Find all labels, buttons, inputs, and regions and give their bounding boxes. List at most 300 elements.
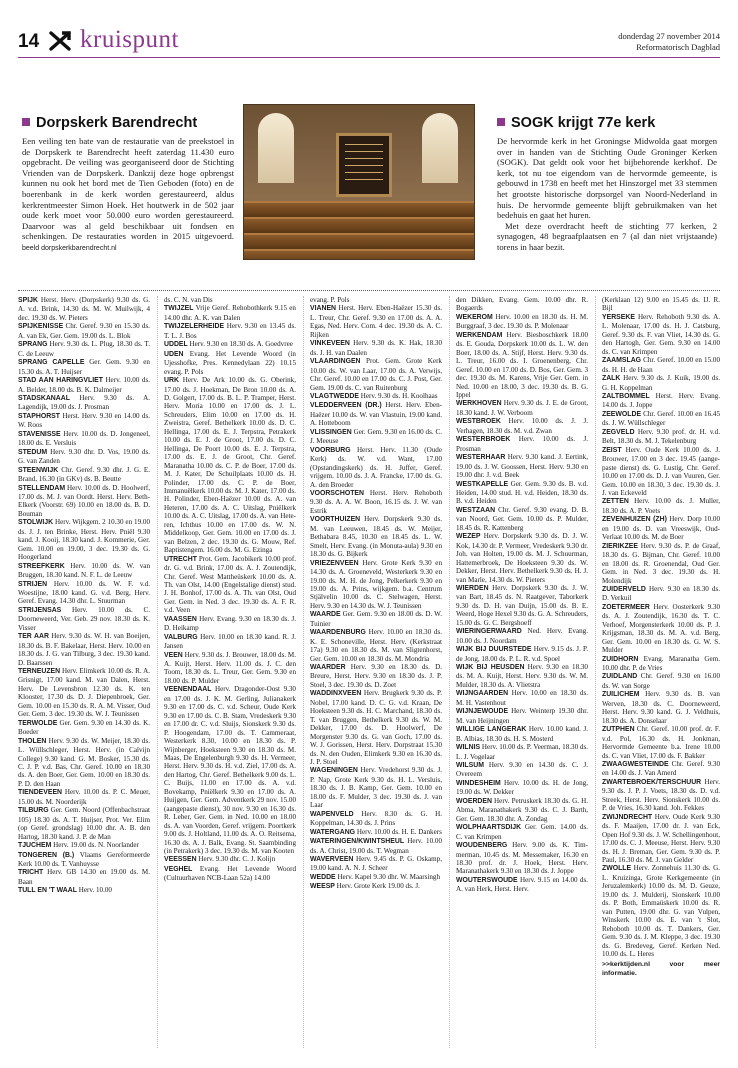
listing-entry xyxy=(602,428,720,446)
listing-place: WILSUM xyxy=(456,762,484,770)
listing-entry xyxy=(310,766,442,809)
listing-place: VLAGTWEDDE xyxy=(310,392,359,400)
listing-place: WILLIGE LANGERAK xyxy=(456,726,527,734)
listing-place: TONGEREN (B.) xyxy=(18,851,75,859)
listing-services: Chr. Geref. 10.00 en 16.45 ds. J. W. Wüllschleger xyxy=(602,409,720,428)
listing-entry xyxy=(310,628,442,663)
listing-place: ZUIDHORN xyxy=(602,655,639,663)
listing-entry xyxy=(18,667,150,719)
listing-services: Herv. 9.30 ds. W. Meijer, 18.30 ds. L. Wüllschleger, Herst. Herv. (in Calvijn College) 9.30 kand. G. M. Bosker, 15.30 ds. C. J. P. v.d. Bas, Chr. Geref. 10.00 en 18.30 ds. A. den Boer, Ger. Gem. 10.00 en 18.30 ds. P. D. den Haan xyxy=(18,736,150,788)
listing-entry xyxy=(456,876,588,894)
listing-entry xyxy=(310,339,442,357)
listing-place: SPRANG CAPELLE xyxy=(18,359,85,367)
listing-place: ZUILICHEM xyxy=(602,691,640,699)
listing-entry xyxy=(456,584,588,627)
listing-place: STRIJENSAS xyxy=(18,606,62,614)
listing-services: Vrije Geref. Rehobothkerk 9.15 en 14.00 dhr. A. K. van Dalen xyxy=(164,304,296,322)
listing-services: Herv. Dorpskerk 9.30 ds. M. van Leeuwen, 18.45 ds. W. Meijer, Bethabara 8.45, 10.30 en 18.45 ds. L. W. Smelt, Herv. Evang. (in Monuta-aula) 9.30 en 18.30 ds. G. Bijkerk xyxy=(310,515,442,559)
listing-services: Herv. 9.15 ds. J. P. de Jong, 18.00 ds. P. L. R. v.d. Spoel xyxy=(456,645,588,663)
listing-place: WAARDE xyxy=(310,611,341,619)
listing-services: Ger. Gem. 9.30 ds. B. v.d. Heiden, 14.00 stud. H. v.d. Heiden, 18.30 ds. B. v.d. Heiden xyxy=(456,479,588,506)
listing-place: ZOETERMEER xyxy=(602,603,650,611)
listing-entry xyxy=(602,356,720,374)
listing-place: VLAARDINGEN xyxy=(310,358,361,366)
listing-entry xyxy=(310,296,442,304)
listing-entry xyxy=(456,761,588,779)
listing-entry xyxy=(18,412,150,430)
listing-place: WEESP xyxy=(310,883,335,891)
listing-entry xyxy=(18,430,150,448)
listing-entry xyxy=(310,401,442,427)
listing-place: WIJK BIJ DUURSTEDE xyxy=(456,646,532,654)
listing-place: TWIJZEL xyxy=(164,305,194,313)
listing-entry xyxy=(310,828,442,837)
listing-place: WESTZAAN xyxy=(456,506,496,514)
listing-entry xyxy=(18,806,150,841)
listing-entry xyxy=(602,313,720,356)
listing-services: Herv. Dorp 10.00 en 19.00 ds. D. van Vreeswijk, Oud-Verlaat 10.00 ds. M. de Boer xyxy=(602,515,720,542)
listing-place: WERKHOVEN xyxy=(456,400,502,408)
listing-services: Chr. Geref. 9.30 en 16.00 ds. W. van Sorge xyxy=(602,672,720,690)
listing-entry xyxy=(164,685,296,855)
listing-entry xyxy=(18,484,150,519)
church-window xyxy=(258,113,294,183)
listing-entry xyxy=(18,358,150,376)
listing-services: Ger. Gem. 9.30 en 14.30 ds. K. Boeder xyxy=(18,718,150,737)
article-title xyxy=(497,114,717,132)
page-header xyxy=(18,26,720,56)
listing-services: den Dikken, Evang. Gem. 10.00 dhr. R. Bogaerds xyxy=(456,296,588,313)
listing-place: THOLEN xyxy=(18,737,47,745)
listing-services: Herv. 9.30 en 18.30 ds. M. A. Kuijt, Herst. Herv. 9.30 ds. W. M. Mulder, 18.30 ds. A. Vlietstra xyxy=(456,663,588,689)
listing-entry xyxy=(18,719,150,737)
listing-place: WIJK BIJ HEUSDEN xyxy=(456,664,525,672)
listing-place: ZEGVELD xyxy=(602,428,635,436)
church-interior-photo xyxy=(243,104,475,260)
listing-services: Herv. 9.30 prof. dr. H. v.d. Belt, 18.30 ds. M. J. Tekelenburg xyxy=(602,427,720,446)
listing-place: STAD AAN HARINGVLIET xyxy=(18,377,103,385)
listing-entry xyxy=(456,453,588,479)
listing-entry xyxy=(164,340,296,349)
listing-services: Herv. Biesboschkerk 18.00 ds. E. Gouda, Dorpskerk 10.00 ds. L. W. den Boer, 18.00 ds. A. Stijf, Herst. Herv. 9.30 ds. L. Treur, 16.00 ds. I. Groenenberg, Chr. Geref. 10.00 en 17.00 ds. D. Bos, Ger. Gem. 3 dec. 19.30 ds. M. Karens, Vrije Ger. Gem. in Ned. 10.00 en 18.00, 3 dec. 19.30 ds. B. G. Ippel xyxy=(456,330,588,399)
listing-entry xyxy=(602,760,720,778)
listing-services: Vlaams Gereformeerde Kerk 10.00 ds. T. Vanhuysse xyxy=(18,850,150,868)
listing-place: WADDINXVEEN xyxy=(310,690,362,698)
listing-services: Herv. Weinterp 19.30 dhr. M. van Heijningen xyxy=(456,707,588,725)
listing-place: WOUDENBERG xyxy=(456,842,508,850)
listing-place: WAARDER xyxy=(310,664,346,672)
listing-place: VOORSCHOTEN xyxy=(310,489,364,497)
listing-place: VEESSEN xyxy=(164,856,197,864)
listing-services: Chr. Geref. 10.00 prof. dr. F. v.d. Pol, 16.30 ds. H. Jonkman, Hervormde Gemeente b.a. Irene 10.00 ds. C. van Vliet, 17.00 ds. F. Bakker xyxy=(602,725,720,760)
listing-place: ZWARTEBROEK/TERSCHUUR xyxy=(602,778,702,786)
header-rule xyxy=(18,57,720,58)
listing-column-4 xyxy=(456,296,588,1048)
listing-entry xyxy=(602,690,720,725)
listing-services: evang. P. Pols xyxy=(310,296,350,304)
listing-entry xyxy=(18,868,150,886)
listing-place: WIERINGERWAARD xyxy=(456,628,522,636)
listing-entry xyxy=(456,725,588,743)
listing-services: Herv. 9.30 kand. J. Eertink, 19.00 ds. J. W. Goossen, Herst. Herv. 9.30 en 19.00 dhr. J. v.d. Beek xyxy=(456,453,588,480)
listing-entry xyxy=(18,737,150,789)
listing-place: WIJNJEWOUDE xyxy=(456,708,509,716)
listing-entry xyxy=(602,392,720,410)
listing-place: TERWOLDE xyxy=(18,719,58,727)
listing-place: TILBURG xyxy=(18,807,49,815)
listing-entry xyxy=(18,394,150,412)
article-title xyxy=(22,114,234,132)
listing-entry xyxy=(602,672,720,690)
listing-place: ZIERIKZEE xyxy=(602,542,638,550)
bullet-square-icon xyxy=(497,118,505,126)
listing-services: Herv. 10.00 ds. A. Christ, 19.00 ds. T. Wegman xyxy=(310,837,442,855)
article-body-text: Een veiling ten bate van de restauratie van de preekstoel in de Dorpskerk te Barendrecht heeft zaterdag 11.430 euro opgebracht. De veiling was georganiseerd door de Stichting Vrienden van de Dorpskerk. Dankzij deze hoge opbrengst kunnen nu ook het bord met de Tien Geboden (foto) en de boerenbank in de kerk worden gerestaureerd, aldus kerkrentmeester Simon Hoek. Het houtwerk in de 502 jaar oude kerk moet voor 50.000 euro worden gerestaureerd. Daarvoor was al geld beschikbaar uit fondsen en schenkingen. De restauraties worden in 2015 uitgevoerd. xyxy=(22,136,234,242)
listing-place: ZEEWOLDE xyxy=(602,410,642,418)
listing-place: VOORBURG xyxy=(310,446,351,454)
listing-place: WEKEROM xyxy=(456,313,493,321)
listing-services: Evang. Maranatha Gem. 10.00 dhr. P. de Vries xyxy=(602,654,720,673)
listing-entry xyxy=(18,851,150,869)
listing-services: Herv. 9.30 dhr. C. J. Kolijn xyxy=(198,855,276,864)
listing-place: STADSKANAAL xyxy=(18,394,70,402)
listing-place: TULL EN 'T WAAL xyxy=(18,887,77,895)
listing-services: Herv. 9.30 ds. J. Kuik, 19.00 ds. G. H. Koppelman xyxy=(602,374,720,392)
listing-entry xyxy=(456,743,588,761)
listing-place: SPRANG xyxy=(18,341,48,349)
church-pew xyxy=(243,201,475,217)
listing-place: STEENWIJK xyxy=(18,466,59,474)
listing-services: Herv. 10.00 ds. W. F. v.d. Woestijne, 18.00 kand. G. v.d. Berg, Herv. Geref. Evang. 14.30 dhr. L. Stuurman xyxy=(18,579,150,606)
listing-place: UDEN xyxy=(164,350,184,358)
listing-services: Herv. 10.00 en 18.30 ds. M. H. Vastenhout xyxy=(456,689,588,707)
listing-services: Herv. 10.00 ds. H. E. Dankers xyxy=(356,827,442,836)
listing-place: WOERDEN xyxy=(456,797,492,805)
listing-place: VALBURG xyxy=(164,633,198,641)
listing-entry xyxy=(310,837,442,855)
listing-services: Herv. 10.00 ds. D. Hoolwerf, 17.00 ds. M. J. van Oordt. Herst. Herv. Beth-Elkerk (Voorstr. 69) 10.00 en 18.00 ds. B. D. Bouman xyxy=(18,483,150,518)
listing-services: Herv. 10.00 ds. J. Prosman xyxy=(456,435,588,453)
listing-services: Herv. Zonnehuis 11.30 ds. G. L. Kruizinga, Grote Kerkgemeente (in Jeruzalemkerk) 10.00 ds. M. D. Geuze, 19.00 ds. J. Mulderij, Sionskerk 10.00 ds. P. Both, Emmaüskerk 10.00 ds. R. van Putten, 19.00 dhr. G. van Vulpen, Winskerk 10.00 ds. E. van 't Slot, Rehoboth 10.00 ds. T. Dankers, Ger. Gem. 9.30 ds. J. M. Kleppe, 3 dec. 19.30 ds. G. Bredeveg, Geref. Kerken Ned. 10.00 ds. L. Heres xyxy=(602,864,720,958)
listing-place: WAGENINGEN xyxy=(310,767,358,775)
newspaper-name: Reformatorisch Dagblad xyxy=(636,42,720,52)
listing-entry xyxy=(164,651,296,686)
listing-services: Herv. 9.30 ds. J. Brouwer, 18.00 ds. M. A. Kuijt, Herst. Herv. 11.00 ds. J. C. den Toom, 18.30 ds. L. Treur, Ger. Gem. 9.30 en 18.00 ds. P. Mulder xyxy=(164,650,296,685)
listing-entry xyxy=(18,788,150,806)
listing-services: Herst. Herv. Rehoboth 9.30 ds. A. A. W. Boon, 16.15 ds. J. W. van Estrik xyxy=(310,488,442,515)
church-pew xyxy=(243,249,475,260)
listing-services: Herv. Oude Kerk 9.30 ds. F. Maaijen, 17.00 dr. J. van Eck, Open Hof 9.30 ds. J. W. Schellingenhout, 17.00 ds. C. J. Meeuse, Herst. Herv. 9.30 ds. H. J. Breman, Ger. Gem. 9.30 ds. P. Paul, 16.30 ds. M. J. van Gelder xyxy=(602,812,720,864)
listing-place: VEEN xyxy=(164,651,183,659)
listing-services: Herv. GB 14.30 en 19.00 ds. M. Baan xyxy=(18,868,150,886)
listing-place: UDDEL xyxy=(164,341,188,349)
listing-services: Herv. 9.30 en 14.30 ds. C. J. Overeem xyxy=(456,761,588,779)
listing-place: ZALTBOMMEL xyxy=(602,392,650,400)
listing-services: Herv. 10.00 ds. J. Muller, 18.30 ds. A. P. Voets xyxy=(602,497,720,515)
listing-entry xyxy=(602,864,720,958)
listing-entry xyxy=(18,580,150,606)
photo-credit: beeld dorpskerkbarendrecht.nl xyxy=(22,244,117,252)
listing-entry xyxy=(602,813,720,865)
listing-services: Herv. 9.30 ds. J. E. de Groot, 18.30 kand. J. W. Verboom xyxy=(456,399,588,417)
listing-place: ZEVENHUIZEN (ZH) xyxy=(602,516,667,524)
listing-services: Chr. Geref. 10.00 en 15.00 ds. H. H. de Haan xyxy=(602,356,720,374)
listing-place: ZWAAGWESTEINDE xyxy=(602,761,669,769)
listing-entry xyxy=(310,610,442,628)
ten-commandments-board xyxy=(336,133,392,197)
listing-entry xyxy=(602,542,720,585)
listing-entry xyxy=(456,296,588,313)
listing-services: Prot. Gem. Grote Kerk 10.00 ds. W. van Laar, 17.00 ds. A. Verwijs, Chr. Geref. 10.00 en 17.00 ds. C. J. Post, Ger. Gem. 19.00 ds. C. van Ruitenburg xyxy=(310,357,442,392)
listing-place: VAASSEN xyxy=(164,615,197,623)
listing-entry xyxy=(456,313,588,331)
listing-services: Herst. Herv. (Dorpskerk) 9.30 ds. G. A. v.d. Brink, 14.30 ds. M. W. Muilwijk, 4 dec. 19.30 ds. W. Pieters xyxy=(18,296,150,322)
listing-entry xyxy=(164,350,296,376)
listing-place: UTRECHT xyxy=(164,555,197,563)
listing-services: Herv. 10.00 xyxy=(78,886,112,895)
listing-entry xyxy=(310,357,442,392)
listing-services: Herv. 10.00 ds. C. Doorneweerd, Ver. Geb. 29 nov. 18.30 ds. K. Visser xyxy=(18,605,150,632)
listing-place: WOUTERSWOUDE xyxy=(456,876,518,884)
listing-entry xyxy=(456,532,588,584)
listing-entry xyxy=(310,855,442,873)
listing-entry xyxy=(164,555,296,615)
listing-entry xyxy=(310,810,442,828)
listing-entry xyxy=(602,515,720,541)
listing-entry xyxy=(310,446,442,489)
listing-entry xyxy=(456,627,588,645)
section-title: kruispunt xyxy=(80,26,179,53)
listing-services: Herv. 10.00 ds. D. Jongeneel, 18.00 ds. E. Versluis xyxy=(18,429,150,448)
listing-entry xyxy=(164,296,296,304)
listing-services: Herv. Elimkerk 10.00 ds. R. A. Grisnigt, 17.00 kand. M. van Dalen, Herst. Herv. De Levensbron 12.30 ds. K. ten Klooster, 17.30 ds. D. J. Diepenbroek, Ger. Gem. 10.00 en 15.30 ds. R. A. M. Visser, Oud Ger. Gem. 3 dec. 19.30 ds. W. J. Teunissen xyxy=(18,667,150,719)
listing-services: Ger. Gem. Noord (Offenbachstraat 105) 18.30 ds. A. T. Huijser, Prot. Ver. Elim (op Geref. grondslag) 10.00 dhr. A. B. den Hartog, 18.30 kand. J. P. de Man xyxy=(18,806,150,841)
listing-place: WESTBROEK xyxy=(456,418,501,426)
listing-place: WEDDE xyxy=(310,873,336,881)
listing-services: Herst. Herv. 11.30 (Oude Kerk) ds. W. v.d. Want, 17.00 (Opstandingskerk) ds. H. Juffer, Geref. vrijgem. 10.00 ds. J. A. Francke, 17.00 ds. G. A. den Broeder xyxy=(310,445,442,489)
listing-entry xyxy=(456,841,588,876)
listing-services: Herv. 10.00 ds. H. de Jong, 19.00 ds. W. Dekker xyxy=(456,778,588,797)
listing-entry xyxy=(18,606,150,632)
listing-entry xyxy=(456,707,588,725)
listing-entry xyxy=(456,506,588,532)
listing-entry xyxy=(310,873,442,882)
listing-place: VIANEN xyxy=(310,305,337,313)
listing-services: Ger. Gem. 9.30 en 15.30 ds. A. T. Huijser xyxy=(18,358,150,376)
listing-entry xyxy=(602,446,720,498)
listing-entry xyxy=(164,304,296,322)
listing-services: Chr. Geref. 9.30 dhr. J. G. E. Brand, 16.30 (in GKv) ds. B. Beutte xyxy=(18,465,150,484)
listing-entry xyxy=(602,603,720,655)
listing-place: WAARDENBURG xyxy=(310,629,366,637)
listing-services: ds. C. N. van Dis xyxy=(164,296,213,304)
listing-services: Ger. Gem. 9.30 en 16.00 ds. C. J. Meeuse xyxy=(310,427,442,446)
listing-entry xyxy=(602,585,720,603)
listing-services: Chr. Geref. 9.30 en 15.30 ds. A. van Ek, Ger. Gem. 19.00 ds. L. Blok xyxy=(18,322,150,340)
listing-entry xyxy=(18,841,150,850)
listing-place: WESTERBROEK xyxy=(456,436,511,444)
listing-entry xyxy=(164,865,296,883)
listing-place: WOLPHAARTSDIJK xyxy=(456,824,522,832)
church-pew xyxy=(243,233,475,249)
listing-services: Herv. 10.00 ds. P. Veerman, 18.30 ds. L. J. Vogelaar xyxy=(456,743,588,761)
listing-place: WERKENDAM xyxy=(456,331,503,339)
listing-place: WAPENVELD xyxy=(310,810,354,818)
listing-services: Herv. 9.15 en 14.00 ds. A. van Herk, Herst. Herv. xyxy=(456,875,588,894)
listing-services: Herv. 9.30 ds. L. Plug, 18.30 ds. T. C. de Leeuw xyxy=(18,340,150,358)
listing-services: Herv. Kapel 9.30 dhr. W. Maarsingh xyxy=(337,872,441,881)
listing-entry xyxy=(164,855,296,864)
listing-entry xyxy=(164,376,296,555)
listing-services: Ger. Gem. 14.00 ds. C. van Krimpen xyxy=(456,823,588,841)
listing-entry xyxy=(602,296,720,313)
listing-entry xyxy=(310,489,442,515)
listing-column-3 xyxy=(310,296,442,1048)
listing-entry xyxy=(18,340,150,358)
listing-place: ZALK xyxy=(602,375,621,383)
listing-services: Chr. Geref. 9.30 evang. D. B. van Noord, Ger. Gem. 10.00 ds. P. Mulder, 18.45 ds. R. Kattenberg xyxy=(456,505,588,532)
listing-entry xyxy=(456,823,588,841)
church-window xyxy=(422,113,458,183)
listing-place: ZUIDERVELD xyxy=(602,585,646,593)
listing-services: Herv. 10.00 ds. J. J. Verhagen, 18.30 ds. M. v.d. Zwan xyxy=(456,417,588,435)
listing-entry xyxy=(18,296,150,322)
listing-place: ZWIJNDRECHT xyxy=(602,813,653,821)
listing-entry xyxy=(310,392,442,401)
listing-services: Herst. Herv. Eben-Haëzer 15.30 ds. L. Treur, Chr. Geref. 9.30 en 17.00 ds. A. A. Egas, Ned. Herv. Com. 4 dec. 19.30 ds. A. C. Rijken xyxy=(310,304,442,339)
section-divider xyxy=(18,290,720,291)
listing-place: VRIEZENVEEN xyxy=(310,559,359,567)
listing-services: Herst. Herv. Evang. 14.00 ds. J. Joppe xyxy=(602,391,720,410)
listing-entry xyxy=(456,645,588,663)
listing-place: STAPHORST xyxy=(18,412,60,420)
listing-entry xyxy=(310,689,442,766)
listing-place: WIERDEN xyxy=(456,584,489,592)
listing-services: Herv. 9.30 ds. P. de Graaf, 18.30 ds. G. Bijman, Chr. Geref. 10.00 en 18.00 ds. R. Groenendal, Oud Ger. Gem. in Ned. 3 dec. 19.30 ds. H. Molendijk xyxy=(602,541,720,585)
listing-entry xyxy=(310,304,442,339)
listing-services: Herv. 10.00 ds. W. van Bruggen, 18.30 kand. N. F. L. de Leeuw xyxy=(18,561,150,580)
listing-services: Herv. 9.30 dhr. D. Vos, 19.00 ds. G. van Zanden xyxy=(18,447,150,466)
listing-place: WATERINGEN/KWINTSHEUL xyxy=(310,838,405,846)
listing-entry xyxy=(602,778,720,813)
listing-place: STELLENDAM xyxy=(18,484,66,492)
listing-services: Herv. 19.00 ds. N. Noorlander xyxy=(53,841,139,850)
listing-entry xyxy=(456,435,588,453)
listing-entry xyxy=(164,322,296,340)
listing-services: Herv. 9.30 ds. W. H. van Boeijen, 18.30 ds. B. F. Bakelaar, Herst. Herv. 10.00 en 18.30 ds. J. G. van Tilburg, 3 dec. 19.30 kand. D. Baarssen xyxy=(18,632,150,667)
listing-entry xyxy=(18,376,150,394)
listing-services: Herv. 9.30 en 18.30 ds. D. Breure, Herst. Herv. 9.30 en 18.30 ds. J. P. Stoel, 3 dec. 19.30 ds. D. Zoet xyxy=(310,663,442,689)
listing-place: STOLWIJK xyxy=(18,519,54,527)
listing-place: TWIJZELERHEIDE xyxy=(164,323,225,331)
article-dorpskerk xyxy=(22,114,234,255)
more-info-link[interactable]: >>kerktijden.nl voor meer informatie. xyxy=(602,961,720,977)
listing-services: Herst. Herv. 9.30 en 14.00 ds. W. Roos xyxy=(18,411,150,430)
listing-entry xyxy=(310,515,442,558)
listing-services: Herv. 9.30 ds. J. P. J. Voets, 18.30 ds. D. v.d. Streek, Herst. Herv. Sionskerk 10.00 ds. P. de Vries, 16.30 kand. Joh. Fekkes xyxy=(602,777,720,813)
listing-services: Herv. 9.30 en 13.45 ds. T. L. J. Bos xyxy=(164,322,296,340)
listing-entry xyxy=(310,428,442,446)
listing-place: STRIJEN xyxy=(18,580,48,588)
listing-entry xyxy=(602,374,720,392)
listing-services: Herv. 10.00 en 18.30 kand. R. J. Jansen xyxy=(164,632,296,651)
listing-services: Herv. 9.30 ds. K. Hak, 18.30 ds. J. H. van Daalen xyxy=(310,339,442,357)
listing-entry xyxy=(456,399,588,417)
listing-entry xyxy=(164,615,296,633)
listing-services: Herv. 9.30 en 18.30 ds. A. Goedvree xyxy=(189,340,293,349)
listing-services: Herv. Oude Kerk 10.00 ds. J. Brouwer, 17.00 en 3 dec. 19.45 (aangepaste dienst) ds. G. Lustig, Chr. Geref. 10.00 en 17.00 ds. D. J. van Vuuren, Ger. Gem. 10.00 en 18.30, 3 dec. 19.30 ds. J. J. van Eckeveld xyxy=(602,445,720,497)
article-body: De hervormde kerk in het Groningse Midwolda gaat morgen over in handen van de Stichting Oude Groninger Kerken (SOGK). Dat geldt ook voor het bijbehorende kerkhof. De kerk, tot nu toe eigendom van de hervormde gemeente, is gebouwd in 1738 en heeft met het Hinszorgel met 33 stemmen het grootste historische dorpsorgel van Noord-Nederland in huis. De hervormde gemeente blijft gebruikmaken van het bedehuis en gaat het huren. xyxy=(497,136,717,221)
listing-place: VEENENDAAL xyxy=(164,686,212,694)
listing-entry xyxy=(456,417,588,435)
church-listings xyxy=(18,296,720,1048)
listing-services: Herv. Rehoboth 9.30 ds. A. L. Molenaar, 17.00 ds. H. J. Catsburg, Geref. 9.30 ds. F. van Vliet, 14.30 ds. G. den Hartogh, Ger. Gem. 9.30 en 14.00 ds. C. van Krimpen xyxy=(602,312,720,356)
article-title-text: Dorpskerk Barendrecht xyxy=(36,115,198,131)
listing-services: Herv. 10.00 ds. P. C. Meuer, 15.00 ds. M. Noorderijk xyxy=(18,788,150,806)
listing-place: SPIJK xyxy=(18,297,38,304)
listing-entry xyxy=(456,797,588,823)
listing-place: STEDUM xyxy=(18,448,48,456)
listing-services: Herv. Dorpskerk 9.30 ds. J. W. van Bart, 18.45 ds. N. Raatgever, Taborkerk 9.30 ds. D. H. van Duijn, 15.00 ds. B. E. Weerd, Hoge Hexel 9.30 ds. G. A. Schreuders, 15.00 ds. G. C. Bergshoeff xyxy=(456,583,588,627)
listing-services: Herv. 9.30 ds. B. van Werven, 18.30 ds. C. Doorneweerd, Herst. Herv. 9.30 kand. G. J. Veldhuis, 18.30 ds. A. Donselaar xyxy=(602,690,720,725)
listing-services: Herv. Vredehorst 9.30 ds. J. P. Nap, Grote Kerk 9.30 ds. H. L. Versluis, 18.30 ds. J. B. Kamp, Ger. Gem. 10.00 en 18.00 ds. F. Mulder, 3 dec. 19.30 ds. J. van Laar xyxy=(310,766,442,810)
page-number: 14 xyxy=(18,31,40,52)
listing-services: Herv. Wijkgem. 2 10.30 en 19.00 ds. J. J. ten Brinke, Herst. Herv. Pniël 9.30 kand. J. Kooij, 18.30 kand. J. Kommerie, Ger. Gem. 10.00 en 19.00, 3 dec. 19.30 ds. G. Hoogerland xyxy=(18,518,150,562)
listing-place: WAVERVEEN xyxy=(310,856,354,863)
listing-entry xyxy=(602,497,720,515)
listing-services: (Kerklaan 12) 9.00 en 15.45 ds. IJ. R. Bijl xyxy=(602,296,720,313)
listing-place: WESTKAPELLE xyxy=(456,480,509,488)
listing-entry xyxy=(18,886,150,895)
listing-place: VINKEVEEN xyxy=(310,340,350,348)
article-title-text: SOGK krijgt 77e kerk xyxy=(511,115,656,131)
listing-entry xyxy=(310,559,442,611)
listing-place: ZWOLLE xyxy=(602,865,632,873)
listing-services: Evang. Het Levende Woord (in Ujesshofke, Pres. Kennedylaan 22) 10.15 evang. P. Pols xyxy=(164,349,296,376)
listing-entry xyxy=(602,655,720,673)
listing-services: Chr. Geref. 9.30 en 14.00 ds. J. Van Amerd xyxy=(602,760,720,778)
listing-entry xyxy=(164,633,296,651)
listing-place: VLISSINGEN xyxy=(310,428,352,436)
listing-services: Herv. De Ark 10.00 ds. G. Oberink, 17.00 ds. J. Hoekman, De Bron 10.00 ds. A. D. Golgert, 17.00 ds. B. L. P. Tramper, Herst. Herv. Moria 10.00 en 17.00 ds. J. L. Schreuders, Elim 10.00 en 17.00 ds. H. Zweistra, Geref. Bethelkerk 10.00 ds. D. C. Hellinga, 17.00 ds. E. J. Terpstra, Petrakerk 10.00 ds. E. J. de Groot, 17.00 ds. D. C. Hellinga, De Poort 10.00 ds. E. J. Terpstra, 17.00 ds. E. J. de Groot, Chr. Geref. Maranatha 10.00 ds. C. P. de Boer, 17.00 ds. M. J. Kater, De Schuilplaats 10.00 ds. H. Polinder, 17.00 ds. C. P. de Boer, Immanuëlkerk 10.00 ds. M. J. Kater, 17.00 ds. H. Polinder, Eben-Haëzer 10.00 ds. A. van Heteren, 17.00 ds. A. C. Uitslag, Pniëlkerk 10.00 ds. A. C. Uitslag, 17.00 ds. A. van Heteren, Ichthus 10.00 en 17.00 ds. W. N. Middelkoop, Ger. Gem. 10.00 en 17.00 ds. J. van Belzen, 2 dec. 19.30 ds. G. Mouw, Ref. Baptistengem. 16.00 ds. M. G. Ezinga xyxy=(164,376,296,555)
listing-place: URK xyxy=(164,377,179,385)
dateline xyxy=(618,31,720,53)
listing-services: Herv. 10.00 en 18.30 ds. K. E. Schoneville, Herst. Herv. (Kerkstraat 17a) 9.30 en 18.30 ds. M. van Sligtenhorst, Ger. Gem. 10.00 en 18.30 ds. M. Mondria xyxy=(310,628,442,663)
church-pew xyxy=(243,217,475,233)
listing-place: WILNIS xyxy=(456,744,481,752)
listing-place: ZUTPHEN xyxy=(602,726,635,734)
listing-place: SPIJKENISSE xyxy=(18,323,64,331)
publication-date: donderdag 27 november 2014 xyxy=(618,31,720,41)
listing-services: Herv. Dragonder-Oost 9.30 en 17.00 ds. J. K. M. Gerling, Julianakerk 9.30 en 17.00 ds. C. v.d. Scheur, Oude Kerk 9.30 en 17.00 ds. C. B. Stam, Vredeskerk 9.30 en 17.00 dr. C. v.d. Sluijs, Sionskerk 9.30 ds. P. Hoogendam, 17.00 ds. T. Cammeraat, Westerkerk 8.30, 10.00 en 18.30 ds. P. Wijnberger, Hoeksteen 9.30 en 18.30 ds. M. Maas, De Engelenburgh 9.30 ds. H. Vermeer, Herst. Herv. 9.30 ds. H. v.d. Ziel, 17.00 ds. A. den Hartog, Chr. Geref. Bethelkerk 9.00 ds. L. C. Buijs, 11.00 en 17.00 ds. A. v.d. Bovekamp, Pniëlkerk 9.30 en 17.00 ds. A. Huijgen, Ger. Gem. Adventkerk 29 nov. 15.00 (aangepaste dienst), 30 nov. 9.30 en 16.30 ds. R. Leber, Ger. Gem. in Ned. 10.00 en 18.00 ds. A. van Voorden, Geref. vrijgem. Poortkerk 9.00 ds. J. Holtland, 11.00 ds. A. O. Reitsema, 16.30 ds. A. J. Balk, Evang. St. Saambinding (in Petrakerk) 3 dec. 19.30 ds. M. van Kooten xyxy=(164,685,296,855)
listing-entry xyxy=(456,663,588,689)
bullet-square-icon xyxy=(22,118,30,126)
article-body xyxy=(22,136,234,255)
listing-entry xyxy=(18,632,150,667)
listing-place: STREEFKERK xyxy=(18,562,65,570)
listing-entry xyxy=(18,448,150,466)
listing-entry xyxy=(456,480,588,506)
listing-entry xyxy=(456,779,588,797)
listing-place: WEZEP xyxy=(456,533,481,541)
listing-entry xyxy=(456,689,588,707)
article-body-2: Met deze overdracht heeft de stichting 77 kerken, 2 synagogen, 48 begraafplaatsen en 7 (al dan niet vrijstaande) torens in haar bezit. xyxy=(497,220,717,252)
listing-services: Herv. Brugkerk 9.30 ds. P. Nobel, 17.00 kand. D. C. G. v.d. Kraan, De Hoeksteen 9.30 ds. H. C. Marchand, 18.30 ds. T. van Bruggen, Bethelkerk 9.30 ds. W. M. Dekker, 17.00 ds. D. Hoolwerf, De Morgenster 9.30 ds. G. van Goch, 17.00 ds. W. J. Gorissen, Herst. Herv. Dorpstraat 15.30 ds. N. den Ouden, Elimkerk 9.30 en 16.30 ds. J. P. Stoel xyxy=(310,689,442,767)
listing-place: VEGHEL xyxy=(164,865,193,873)
listing-services: Herv. 9.45 ds. P. G. Oskamp, 19.00 kand. A. N. J. Scheer xyxy=(310,855,442,873)
listing-entry xyxy=(602,410,720,428)
listing-place: VLEDDERVEEN (DR.) xyxy=(310,402,382,410)
